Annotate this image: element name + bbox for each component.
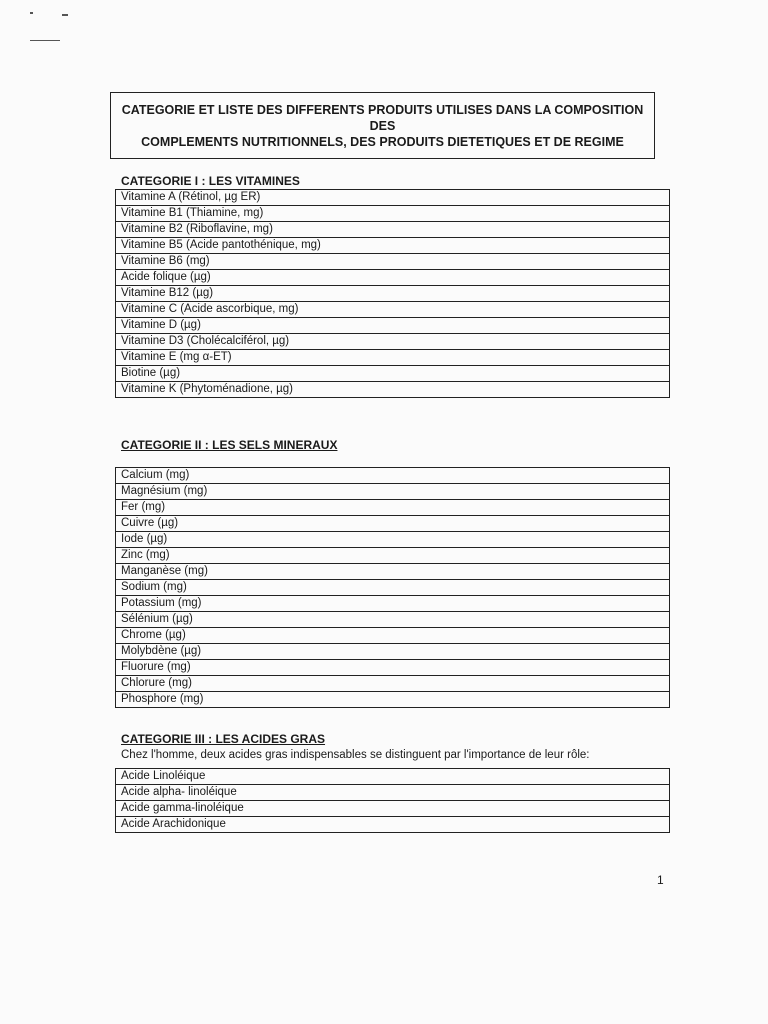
table-row: Magnésium (mg) [116,483,669,499]
table-row: Vitamine B2 (Riboflavine, mg) [116,221,669,237]
page-number: 1 [657,873,664,887]
table-row: Vitamine K (Phytoménadione, µg) [116,381,669,397]
table-row: Acide folique (µg) [116,269,669,285]
table-row: Vitamine A (Rétinol, µg ER) [121,191,261,203]
minerals-table [115,467,670,708]
table-row: Vitamine D (µg) [116,317,669,333]
table-row: Manganèse (mg) [116,563,669,579]
table-row: Cuivre (µg) [116,515,669,531]
category-1-heading: CATEGORIE I : LES VITAMINES [121,174,300,188]
title-line-2: COMPLEMENTS NUTRITIONNELS, DES PRODUITS DIETETIQUES ET DE REGIME [141,135,624,149]
title-box [110,92,655,159]
category-3-heading: CATEGORIE III : LES ACIDES GRAS [121,732,326,746]
table-row: Vitamine B1 (Thiamine, mg) [116,205,669,221]
table-row: Vitamine C (Acide ascorbique, mg) [116,301,669,317]
table-row: Acide alpha- linoléique [116,784,669,800]
table-row: Fluorure (mg) [116,659,669,675]
vitamins-table [115,189,670,398]
table-row: Chrome (µg) [116,627,669,643]
fatty-acids-table [115,768,670,833]
table-row: Calcium (mg) [121,469,190,481]
table-row: Vitamine B12 (µg) [116,285,669,301]
table-row: Acide gamma-linoléique [116,800,669,816]
category-3-intro: Chez l'homme, deux acides gras indispensables se distinguent par l'importance de leur rôle: [121,749,590,761]
table-row: Acide Linoléique [121,770,206,782]
table-row: Potassium (mg) [116,595,669,611]
table-row: Fer (mg) [116,499,669,515]
scan-mark [30,12,33,14]
scan-mark [62,14,68,16]
table-row: Vitamine D3 (Cholécalciférol, µg) [116,333,669,349]
table-row: Sodium (mg) [116,579,669,595]
table-row: Biotine (µg) [116,365,669,381]
title-line-1: CATEGORIE ET LISTE DES DIFFERENTS PRODUITS UTILISES DANS LA COMPOSITION DES [121,103,644,133]
table-row: Chlorure (mg) [116,675,669,691]
category-2-heading: CATEGORIE II : LES SELS MINERAUX [121,438,338,452]
table-row: Vitamine B6 (mg) [116,253,669,269]
table-row: Acide Arachidonique [116,816,669,832]
table-row: Iode (µg) [116,531,669,547]
table-row: Zinc (mg) [116,547,669,563]
document-title [111,102,654,150]
table-row: Vitamine B5 (Acide pantothénique, mg) [116,237,669,253]
table-row: Vitamine E (mg α-ET) [116,349,669,365]
table-row: Molybdène (µg) [116,643,669,659]
table-row: Sélénium (µg) [116,611,669,627]
table-row: Phosphore (mg) [116,691,669,707]
scan-mark [30,40,60,41]
